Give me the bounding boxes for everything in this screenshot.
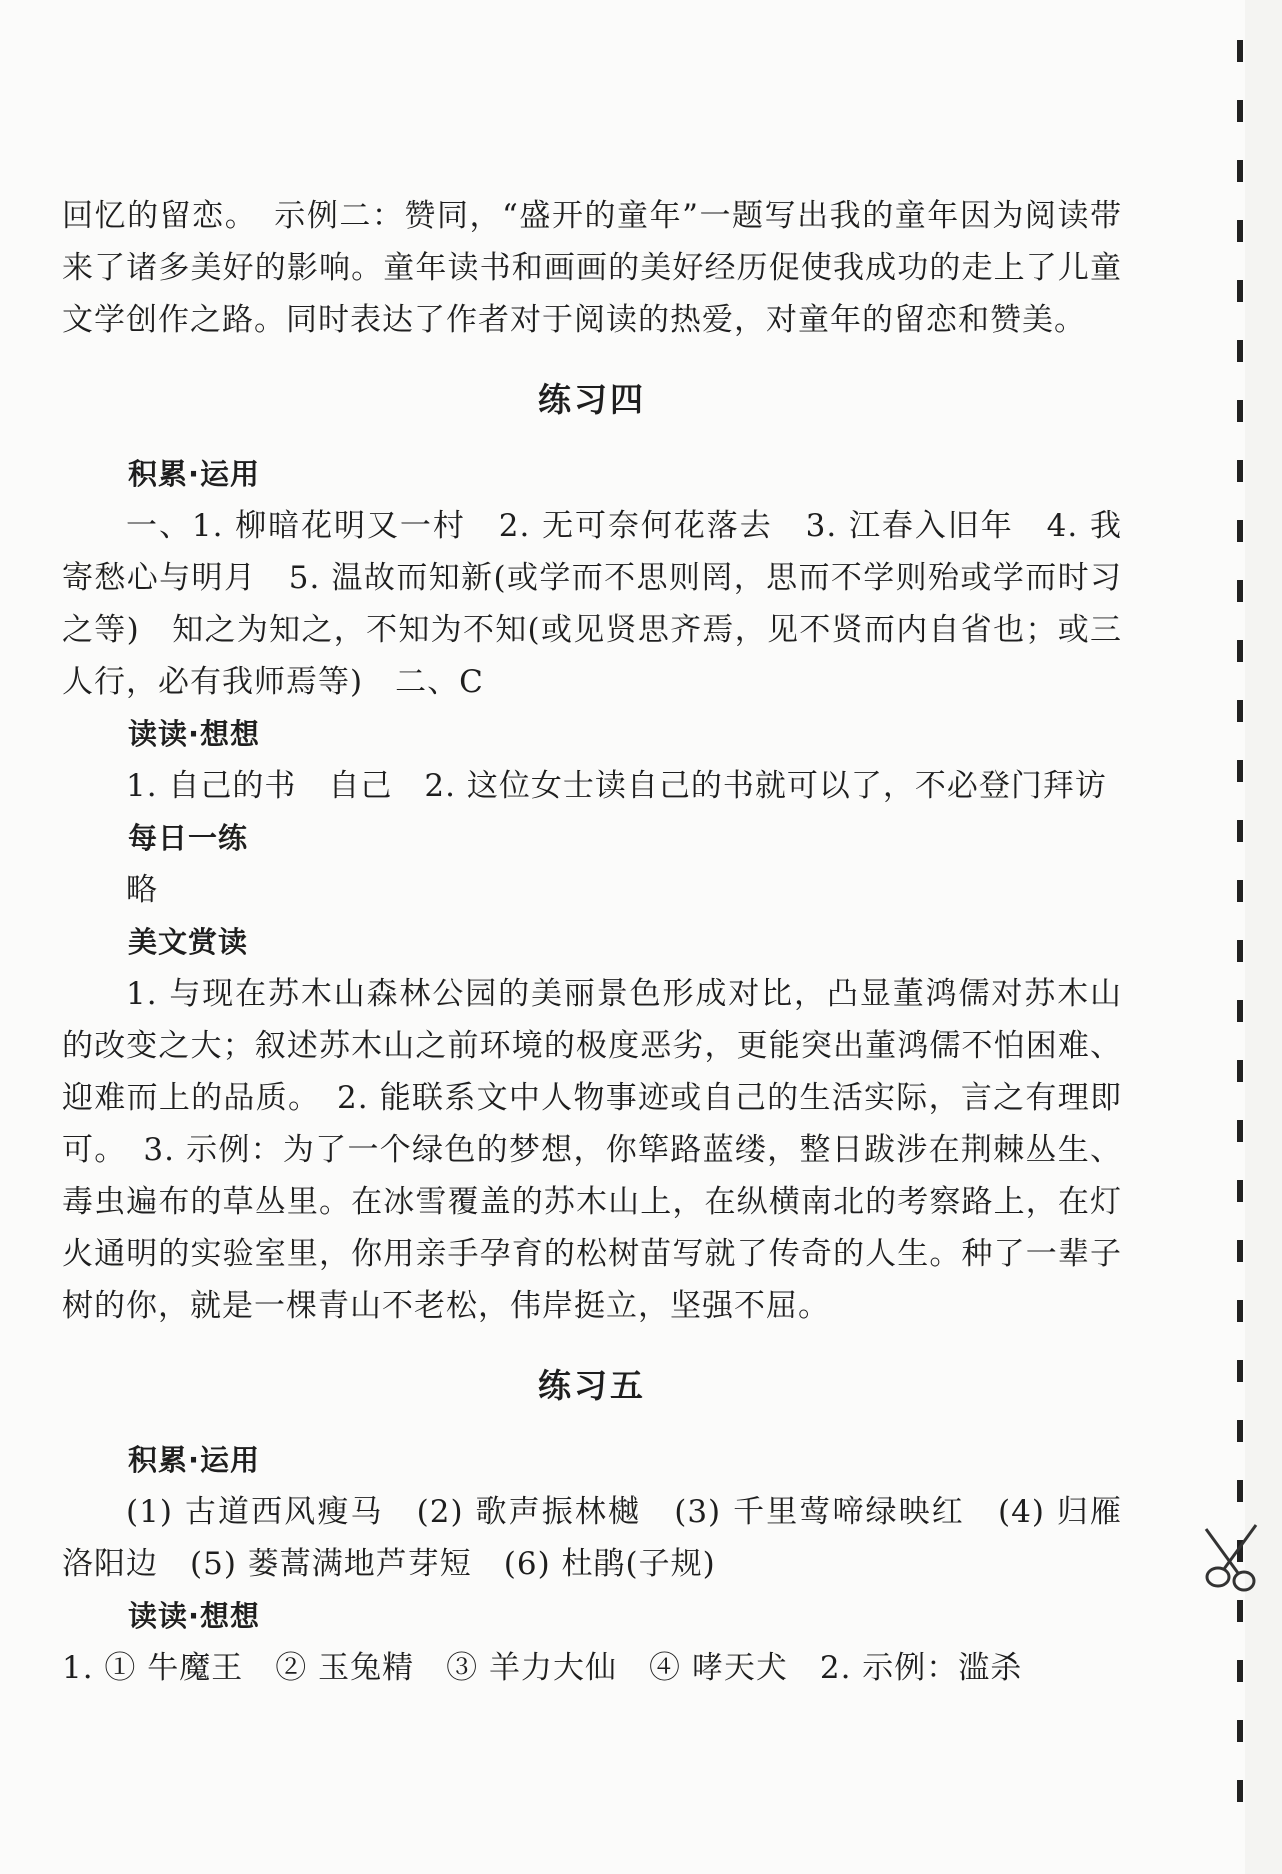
exercise4-sec2-heading: 读读·想想 [128, 717, 261, 751]
scissors-icon [1196, 1515, 1266, 1605]
exercise4-sec1-text: 一、1. 柳暗花明又一村 2. 无可奈何花落去 3. 江春入旧年 4. 我寄愁心与明月 5. 温故而知新(或学而不思则罔，思而不学则殆或学而时习之等) 知之为知之，不知为不知(或见贤思齐焉，见不贤而内自省也；或三人行，必有我师焉等) 二、C [62, 508, 1122, 700]
exercise4-sec4-text: 1. 与现在苏木山森林公园的美丽景色形成对比，凸显董鸿儒对苏木山的改变之大；叙述苏木山之前环境的极度恶劣，更能突出董鸿儒不怕困难、迎难而上的品质。 2. 能联系文中人物事迹或自己的生活实际，言之有理即可。 3. 示例：为了一个绿色的梦想，你筚路蓝缕，整日跋涉在荆棘丛生、毒虫遍布的草丛里。在冰雪覆盖的苏木山上，在纵横南北的考察路上，在灯火通明的实验室里，你用亲手孕育的松树苗写就了传奇的人生。种了一辈子树的你，就是一棵青山不老松，伟岸挺立，坚强不屈。 [62, 976, 1122, 1324]
exercise5-sec2-heading: 读读·想想 [128, 1599, 261, 1633]
exercise5-sec1-text: (1) 古道西风瘦马 (2) 歌声振林樾 (3) 千里莺啼绿映红 (4) 归雁洛阳边 (5) 蒌蒿满地芦芽短 (6) 杜鹃(子规) [62, 1494, 1122, 1582]
exercise4-sec3-text: 略 [126, 872, 158, 908]
exercise4-sec2-text: 1. 自己的书 自己 2. 这位女士读自己的书就可以了，不必登门拜访 [126, 768, 1107, 804]
exercise4-sec3-heading: 每日一练 [128, 821, 249, 855]
exercise4-title: 练习四 [538, 380, 646, 419]
intro-paragraph: 回忆的留恋。 示例二：赞同，“盛开的童年”一题写出我的童年因为阅读带来了诸多美好的影响。童年读书和画画的美好经历促使我成功的走上了儿童文学创作之路。同时表达了作者对于阅读的热爱，对童年的留恋和赞美。 [62, 198, 1122, 338]
exercise4-sec4-heading: 美文赏读 [128, 925, 249, 959]
exercise5-sec1-heading: 积累·运用 [128, 1443, 261, 1477]
exercise5-title: 练习五 [538, 1366, 646, 1405]
exercise4-sec1-heading: 积累·运用 [128, 457, 261, 491]
exercise5-sec2-text: 1. ① 牛魔王 ② 玉兔精 ③ 羊力大仙 ④ 哮天犬 2. 示例：滥杀 [62, 1650, 1023, 1686]
answer-content [62, 190, 1122, 1694]
